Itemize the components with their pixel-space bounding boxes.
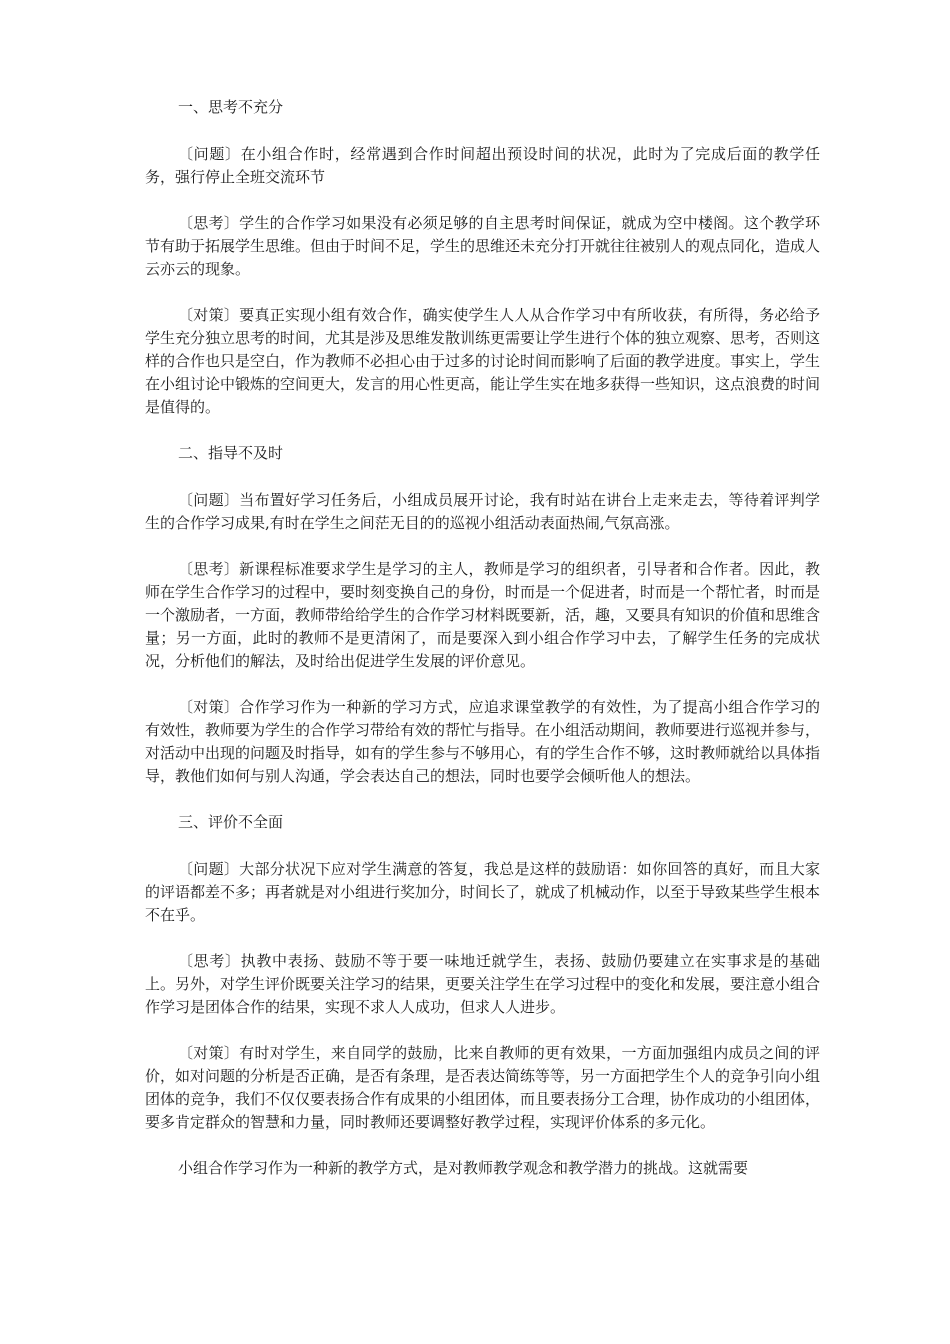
section-3-problem: 〔问题〕大部分状况下应对学生满意的答复，我总是这样的鼓励语：如你回答的真好，而且大家的评语都差不多；再者就是对小组进行奖加分，时间长了，就成了机械动作，以至于导致某些学生根本不在乎。 (145, 860, 821, 924)
section-3-thinking: 〔思考〕执教中表扬、鼓励不等于要一味地迁就学生，表扬、鼓励仍要建立在实事求是的基础上。另外，对学生评价既要关注学习的结果，更要关注学生在学习过程中的变化和发展，要注意小组合作学习是团体合作的结果，实现不求人人成功，但求人人进步。 (145, 952, 821, 1016)
section-2-problem: 〔问题〕当布置好学习任务后，小组成员展开讨论，我有时站在讲台上走来走去，等待着评判学生的合作学习成果,有时在学生之间茫无目的的巡视小组活动表面热闹,气氛高涨。 (145, 491, 820, 532)
section-2-heading: 二、指导不及时 (178, 444, 284, 462)
section-1-problem: 〔问题〕在小组合作时，经常遇到合作时间超出预设时间的状况，此时为了完成后面的教学任务，强行停止全班交流环节 (145, 145, 820, 186)
section-1-strategy: 〔对策〕要真正实现小组有效合作，确实使学生人人从合作学习中有所收获，有所得，务必给予学生充分独立思考的时间，尤其是涉及思维发散训练更需要让学生进行个体的独立观察、思考，否则这样的合作也只是空白，作为教师不必担心由于过多的讨论时间而影响了后面的教学进度。事实上，学生在小组讨论中锻炼的空间更大，发言的用心性更高，能让学生实在地多获得一些知识，这点浪费的时间是值得的。 (145, 306, 821, 416)
section-3-strategy: 〔对策〕有时对学生，来自同学的鼓励，比来自教师的更有效果，一方面加强组内成员之间的评价，如对问题的分析是否正确，是否有条理，是否表达简练等等，另一方面把学生个人的竞争引向小组团体的竞争，我们不仅仅要表扬合作有成果的小组团体，而且要表扬分工合理，协作成功的小组团体，要多肯定群众的智慧和力量，同时教师还要调整好教学过程，实现评价体系的多元化。 (145, 1044, 821, 1131)
section-3-heading: 三、评价不全面 (178, 813, 284, 831)
section-1-thinking: 〔思考〕学生的合作学习如果没有必须足够的自主思考时间保证，就成为空中楼阁。这个教学环节有助于拓展学生思维。但由于时间不足，学生的思维还未充分打开就往往被别人的观点同化，造成人云亦云的现象。 (145, 214, 821, 278)
closing-paragraph: 小组合作学习作为一种新的教学方式，是对教师教学观念和教学潜力的挑战。这就需要 (178, 1159, 749, 1177)
section-2-strategy: 〔对策〕合作学习作为一种新的学习方式，应追求课堂教学的有效性，为了提高小组合作学习的有效性，教师要为学生的合作学习带给有效的帮忙与指导。在小组活动期间，教师要进行巡视并参与，对活动中出现的问题及时指导，如有的学生参与不够用心，有的学生合作不够，这时教师就给以具体指导，教他们如何与别人沟通，学会表达自己的想法，同时也要学会倾听他人的想法。 (145, 698, 821, 785)
section-1-heading: 一、思考不充分 (178, 98, 284, 116)
document-page (145, 96, 820, 1180)
section-2-thinking: 〔思考〕新课程标准要求学生是学习的主人，教师是学习的组织者，引导者和合作者。因此，教师在学生合作学习的过程中，要时刻变换自己的身份，时而是一个促进者，时而是一个帮忙者，时而是一个激励者，一方面，教师带给给学生的合作学习材料既要新，活，趣，又要具有知识的价值和思维含量；另一方面，此时的教师不是更清闲了，而是要深入到小组合作学习中去，了解学生任务的完成状况，分析他们的解法，及时给出促进学生发展的评价意见。 (145, 560, 821, 670)
